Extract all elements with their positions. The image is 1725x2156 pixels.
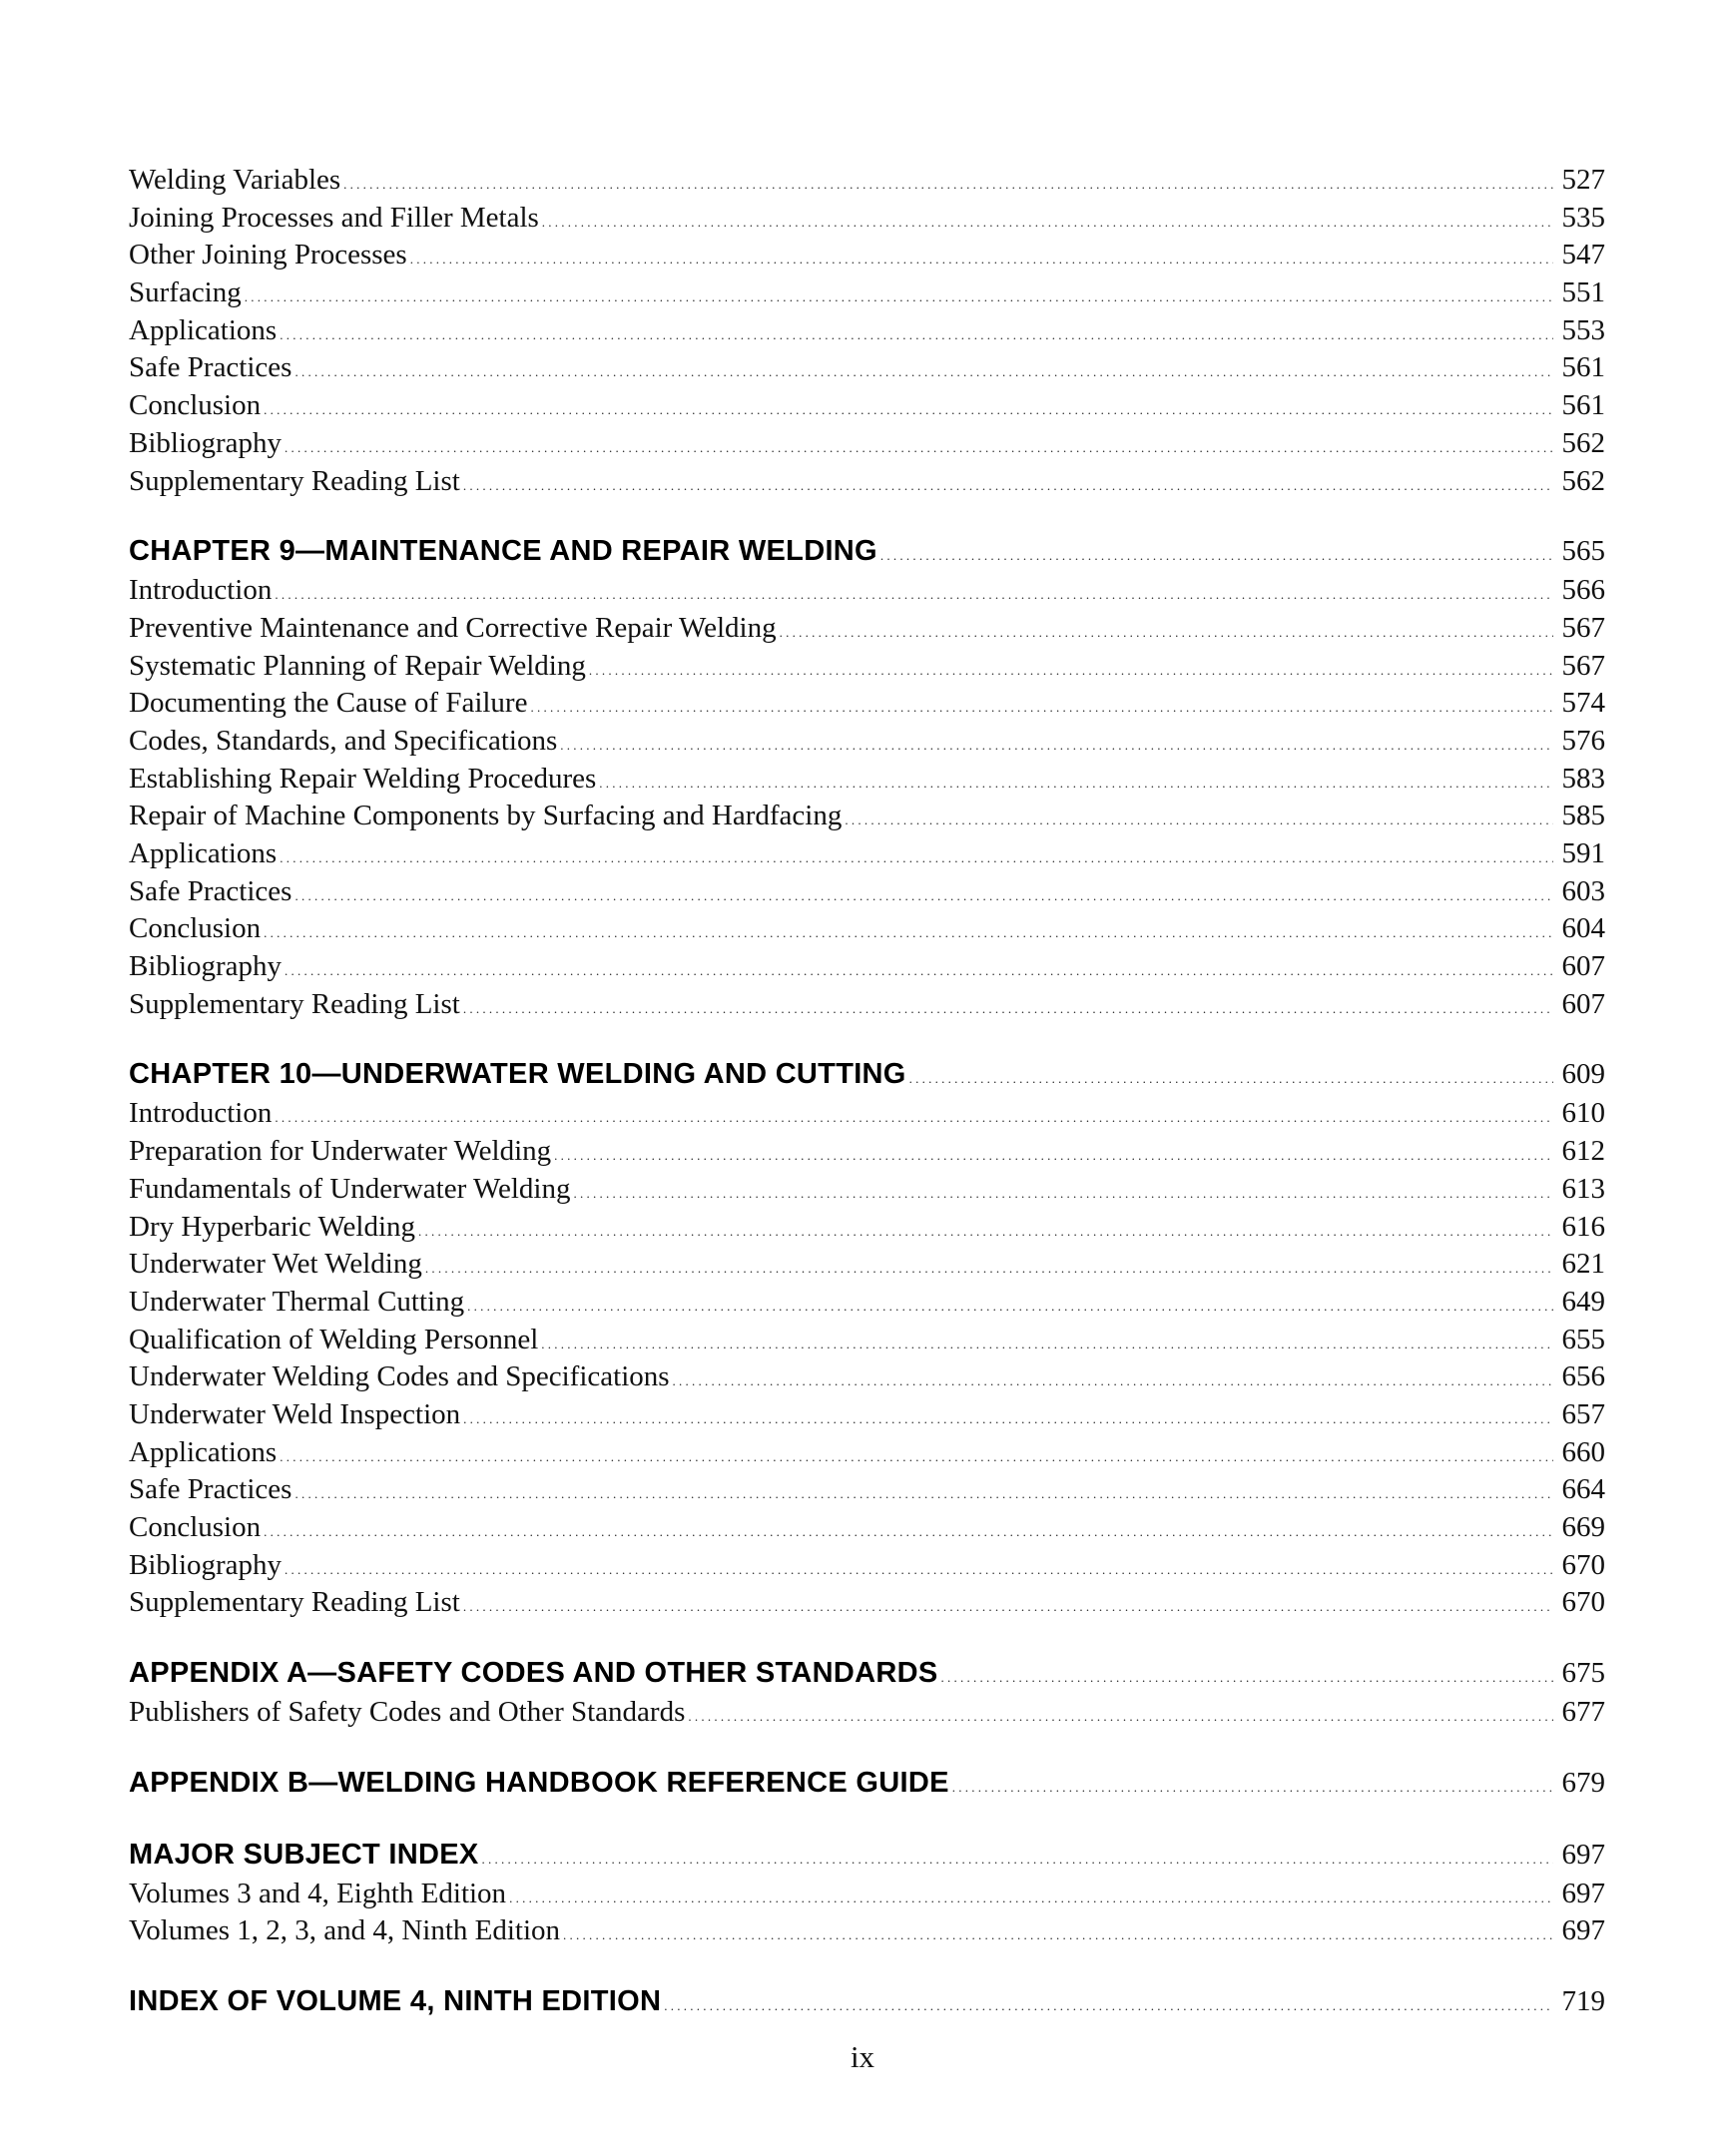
toc-entry — [129, 1171, 1605, 1209]
toc-page-number: 585 — [1561, 800, 1605, 832]
toc-page-number: 583 — [1561, 762, 1605, 795]
dot-leader — [542, 200, 1553, 238]
toc-entry — [129, 200, 1605, 238]
toc-entry-title: Codes, Standards, and Specifications — [129, 724, 558, 757]
page-number: ix — [850, 2039, 875, 2074]
toc-entry-title: Supplementary Reading List — [129, 987, 460, 1020]
toc-page-number: 576 — [1561, 724, 1605, 757]
toc-heading — [129, 531, 1605, 572]
table-of-contents — [129, 162, 1605, 2022]
toc-entry-title: Fundamentals of Underwater Welding — [129, 1172, 571, 1205]
dot-leader — [509, 1876, 1553, 1913]
toc-section — [129, 1763, 1605, 1804]
dot-leader — [909, 1054, 1553, 1095]
toc-page-number: 677 — [1561, 1696, 1605, 1729]
dot-leader — [940, 1653, 1553, 1694]
toc-page-number: 609 — [1561, 1058, 1605, 1091]
toc-heading-title: MAJOR SUBJECT INDEX — [129, 1838, 479, 1871]
dot-leader — [673, 1358, 1553, 1396]
toc-entry — [129, 1509, 1605, 1547]
toc-page-number: 565 — [1561, 535, 1605, 568]
dot-leader — [264, 1509, 1553, 1547]
dot-leader — [530, 685, 1553, 723]
dot-leader — [563, 1912, 1553, 1950]
toc-page-number: 657 — [1561, 1397, 1605, 1430]
dot-leader — [285, 425, 1553, 463]
dot-leader — [285, 1547, 1553, 1585]
toc-section — [129, 1835, 1605, 1950]
toc-page-number: 697 — [1561, 1914, 1605, 1947]
dot-leader — [664, 1981, 1553, 2022]
toc-entry — [129, 1694, 1605, 1732]
toc-heading-title: CHAPTER 9—MAINTENANCE AND REPAIR WELDING — [129, 535, 877, 568]
toc-entry-title: Conclusion — [129, 912, 262, 945]
dot-leader — [264, 387, 1553, 425]
toc-entry-title: Welding Variables — [129, 164, 341, 196]
toc-entry-title: Preparation for Underwater Welding — [129, 1135, 552, 1168]
toc-entry — [129, 425, 1605, 463]
toc-entry — [129, 1133, 1605, 1171]
toc-entry — [129, 162, 1605, 200]
toc-entry-title: Underwater Weld Inspection — [129, 1397, 461, 1430]
dot-leader — [482, 1835, 1553, 1876]
dot-leader — [294, 1471, 1553, 1509]
toc-heading-title: INDEX OF VOLUME 4, NINTH EDITION — [129, 1985, 662, 2018]
toc-page-number: 607 — [1561, 987, 1605, 1020]
toc-entry-title: Documenting the Cause of Failure — [129, 687, 528, 720]
toc-entry-title: Introduction — [129, 574, 273, 607]
toc-entry-title: Dry Hyperbaric Welding — [129, 1210, 416, 1243]
toc-entry — [129, 1209, 1605, 1247]
toc-page-number: 616 — [1561, 1210, 1605, 1243]
dot-leader — [280, 835, 1553, 873]
toc-page-number: 561 — [1561, 389, 1605, 422]
toc-entry — [129, 1912, 1605, 1950]
toc-entry — [129, 910, 1605, 948]
toc-entry — [129, 572, 1605, 610]
toc-page-number: 604 — [1561, 912, 1605, 945]
toc-page-number: 664 — [1561, 1473, 1605, 1506]
toc-page-number: 566 — [1561, 574, 1605, 607]
toc-entry — [129, 1284, 1605, 1322]
dot-leader — [280, 312, 1553, 350]
dot-leader — [264, 910, 1553, 948]
dot-leader — [294, 873, 1553, 911]
dot-leader — [554, 1133, 1553, 1171]
toc-entry-title: Safe Practices — [129, 351, 292, 384]
toc-entry-title: Supplementary Reading List — [129, 1586, 460, 1619]
toc-entry — [129, 798, 1605, 835]
toc-entry — [129, 873, 1605, 911]
toc-section — [129, 1981, 1605, 2022]
toc-entry — [129, 1547, 1605, 1585]
dot-leader — [410, 237, 1553, 274]
toc-entry — [129, 1584, 1605, 1622]
toc-page-number: 649 — [1561, 1285, 1605, 1318]
toc-entry-title: Applications — [129, 837, 278, 869]
dot-leader — [425, 1246, 1553, 1284]
toc-page-number: 655 — [1561, 1323, 1605, 1355]
toc-entry — [129, 237, 1605, 274]
toc-entry — [129, 1322, 1605, 1359]
toc-entry — [129, 1434, 1605, 1472]
toc-section — [129, 162, 1605, 500]
toc-entry-title: Preventive Maintenance and Corrective Repair Welding — [129, 611, 777, 644]
toc-page-number: 562 — [1561, 464, 1605, 497]
toc-heading — [129, 1981, 1605, 2022]
dot-leader — [560, 723, 1553, 761]
toc-page-number: 527 — [1561, 164, 1605, 196]
toc-page-number: 656 — [1561, 1360, 1605, 1393]
toc-entry — [129, 312, 1605, 350]
toc-section — [129, 531, 1605, 1023]
toc-entry-title: Volumes 1, 2, 3, and 4, Ninth Edition — [129, 1914, 561, 1947]
toc-entry-title: Underwater Welding Codes and Specifications — [129, 1360, 670, 1393]
toc-page-number: 562 — [1561, 426, 1605, 459]
toc-page-number: 613 — [1561, 1172, 1605, 1205]
dot-leader — [780, 610, 1553, 648]
toc-entry — [129, 463, 1605, 501]
dot-leader — [245, 274, 1553, 312]
toc-entry-title: Safe Practices — [129, 874, 292, 907]
toc-page-number: 719 — [1561, 1985, 1605, 2018]
dot-leader — [845, 798, 1553, 835]
toc-entry-title: Applications — [129, 1435, 278, 1468]
toc-entry — [129, 986, 1605, 1024]
dot-leader — [294, 349, 1553, 387]
toc-entry-title: Other Joining Processes — [129, 239, 407, 271]
toc-entry — [129, 835, 1605, 873]
toc-page-number: 679 — [1561, 1766, 1605, 1799]
toc-entry-title: Repair of Machine Components by Surfacing and Hardfacing — [129, 800, 843, 832]
toc-entry — [129, 1358, 1605, 1396]
toc-heading — [129, 1763, 1605, 1804]
toc-entry-title: Systematic Planning of Repair Welding — [129, 649, 586, 682]
toc-page-number: 567 — [1561, 611, 1605, 644]
toc-entry-title: Publishers of Safety Codes and Other Standards — [129, 1696, 686, 1729]
toc-heading-title: APPENDIX B—WELDING HANDBOOK REFERENCE GUIDE — [129, 1766, 949, 1799]
toc-page-number: 697 — [1561, 1838, 1605, 1871]
toc-page-number: 670 — [1561, 1548, 1605, 1581]
toc-entry — [129, 1471, 1605, 1509]
toc-page-number: 621 — [1561, 1248, 1605, 1281]
toc-entry-title: Surfacing — [129, 276, 242, 309]
toc-heading — [129, 1054, 1605, 1095]
toc-page-number: 675 — [1561, 1657, 1605, 1690]
dot-leader — [463, 1584, 1553, 1622]
toc-section — [129, 1054, 1605, 1622]
dot-leader — [285, 948, 1553, 986]
dot-leader — [880, 531, 1553, 572]
toc-entry-title: Establishing Repair Welding Procedures — [129, 762, 597, 795]
toc-entry — [129, 1246, 1605, 1284]
toc-entry — [129, 761, 1605, 799]
toc-page-number: 561 — [1561, 351, 1605, 384]
toc-entry-title: Underwater Wet Welding — [129, 1248, 422, 1281]
toc-entry-title: Underwater Thermal Cutting — [129, 1285, 465, 1318]
toc-heading — [129, 1653, 1605, 1694]
toc-page-number: 669 — [1561, 1511, 1605, 1543]
toc-page-number: 697 — [1561, 1877, 1605, 1909]
toc-page-number: 551 — [1561, 276, 1605, 309]
dot-leader — [463, 1396, 1553, 1434]
toc-page-number: 607 — [1561, 950, 1605, 983]
toc-entry — [129, 723, 1605, 761]
toc-page-number: 547 — [1561, 239, 1605, 271]
toc-page-number: 591 — [1561, 837, 1605, 869]
dot-leader — [599, 761, 1553, 799]
toc-page-number: 567 — [1561, 649, 1605, 682]
toc-entry — [129, 1095, 1605, 1133]
toc-page-number: 670 — [1561, 1586, 1605, 1619]
dot-leader — [463, 986, 1553, 1024]
toc-entry — [129, 349, 1605, 387]
dot-leader — [418, 1209, 1553, 1247]
toc-entry-title: Qualification of Welding Personnel — [129, 1323, 539, 1355]
dot-leader — [463, 463, 1553, 501]
toc-entry — [129, 274, 1605, 312]
dot-leader — [275, 1095, 1553, 1133]
toc-entry-title: Bibliography — [129, 1548, 283, 1581]
toc-entry — [129, 948, 1605, 986]
toc-entry-title: Conclusion — [129, 389, 262, 422]
toc-page-number: 574 — [1561, 687, 1605, 720]
toc-entry-title: Introduction — [129, 1097, 273, 1130]
toc-entry — [129, 1876, 1605, 1913]
toc-entry-title: Conclusion — [129, 1511, 262, 1543]
toc-page-number: 603 — [1561, 874, 1605, 907]
toc-entry — [129, 1396, 1605, 1434]
toc-page-number: 553 — [1561, 313, 1605, 346]
dot-leader — [574, 1171, 1554, 1209]
toc-entry — [129, 610, 1605, 648]
dot-leader — [952, 1763, 1553, 1804]
dot-leader — [688, 1694, 1553, 1732]
toc-page-number: 612 — [1561, 1135, 1605, 1168]
toc-entry-title: Applications — [129, 313, 278, 346]
toc-entry — [129, 387, 1605, 425]
toc-entry — [129, 648, 1605, 686]
toc-heading-title: CHAPTER 10—UNDERWATER WELDING AND CUTTING — [129, 1058, 906, 1091]
dot-leader — [280, 1434, 1553, 1472]
toc-entry-title: Safe Practices — [129, 1473, 292, 1506]
toc-entry-title: Supplementary Reading List — [129, 464, 460, 497]
toc-entry — [129, 685, 1605, 723]
toc-entry-title: Bibliography — [129, 426, 283, 459]
toc-section — [129, 1653, 1605, 1732]
toc-entry-title: Joining Processes and Filler Metals — [129, 201, 539, 234]
toc-page-number: 610 — [1561, 1097, 1605, 1130]
dot-leader — [589, 648, 1553, 686]
dot-leader — [343, 162, 1553, 200]
toc-entry-title: Bibliography — [129, 950, 283, 983]
toc-heading-title: APPENDIX A—SAFETY CODES AND OTHER STANDARDS — [129, 1657, 938, 1690]
toc-heading — [129, 1835, 1605, 1876]
toc-page-number: 660 — [1561, 1435, 1605, 1468]
dot-leader — [467, 1284, 1553, 1322]
dot-leader — [541, 1322, 1553, 1359]
toc-page-number: 535 — [1561, 201, 1605, 234]
toc-entry-title: Volumes 3 and 4, Eighth Edition — [129, 1877, 507, 1909]
dot-leader — [275, 572, 1553, 610]
